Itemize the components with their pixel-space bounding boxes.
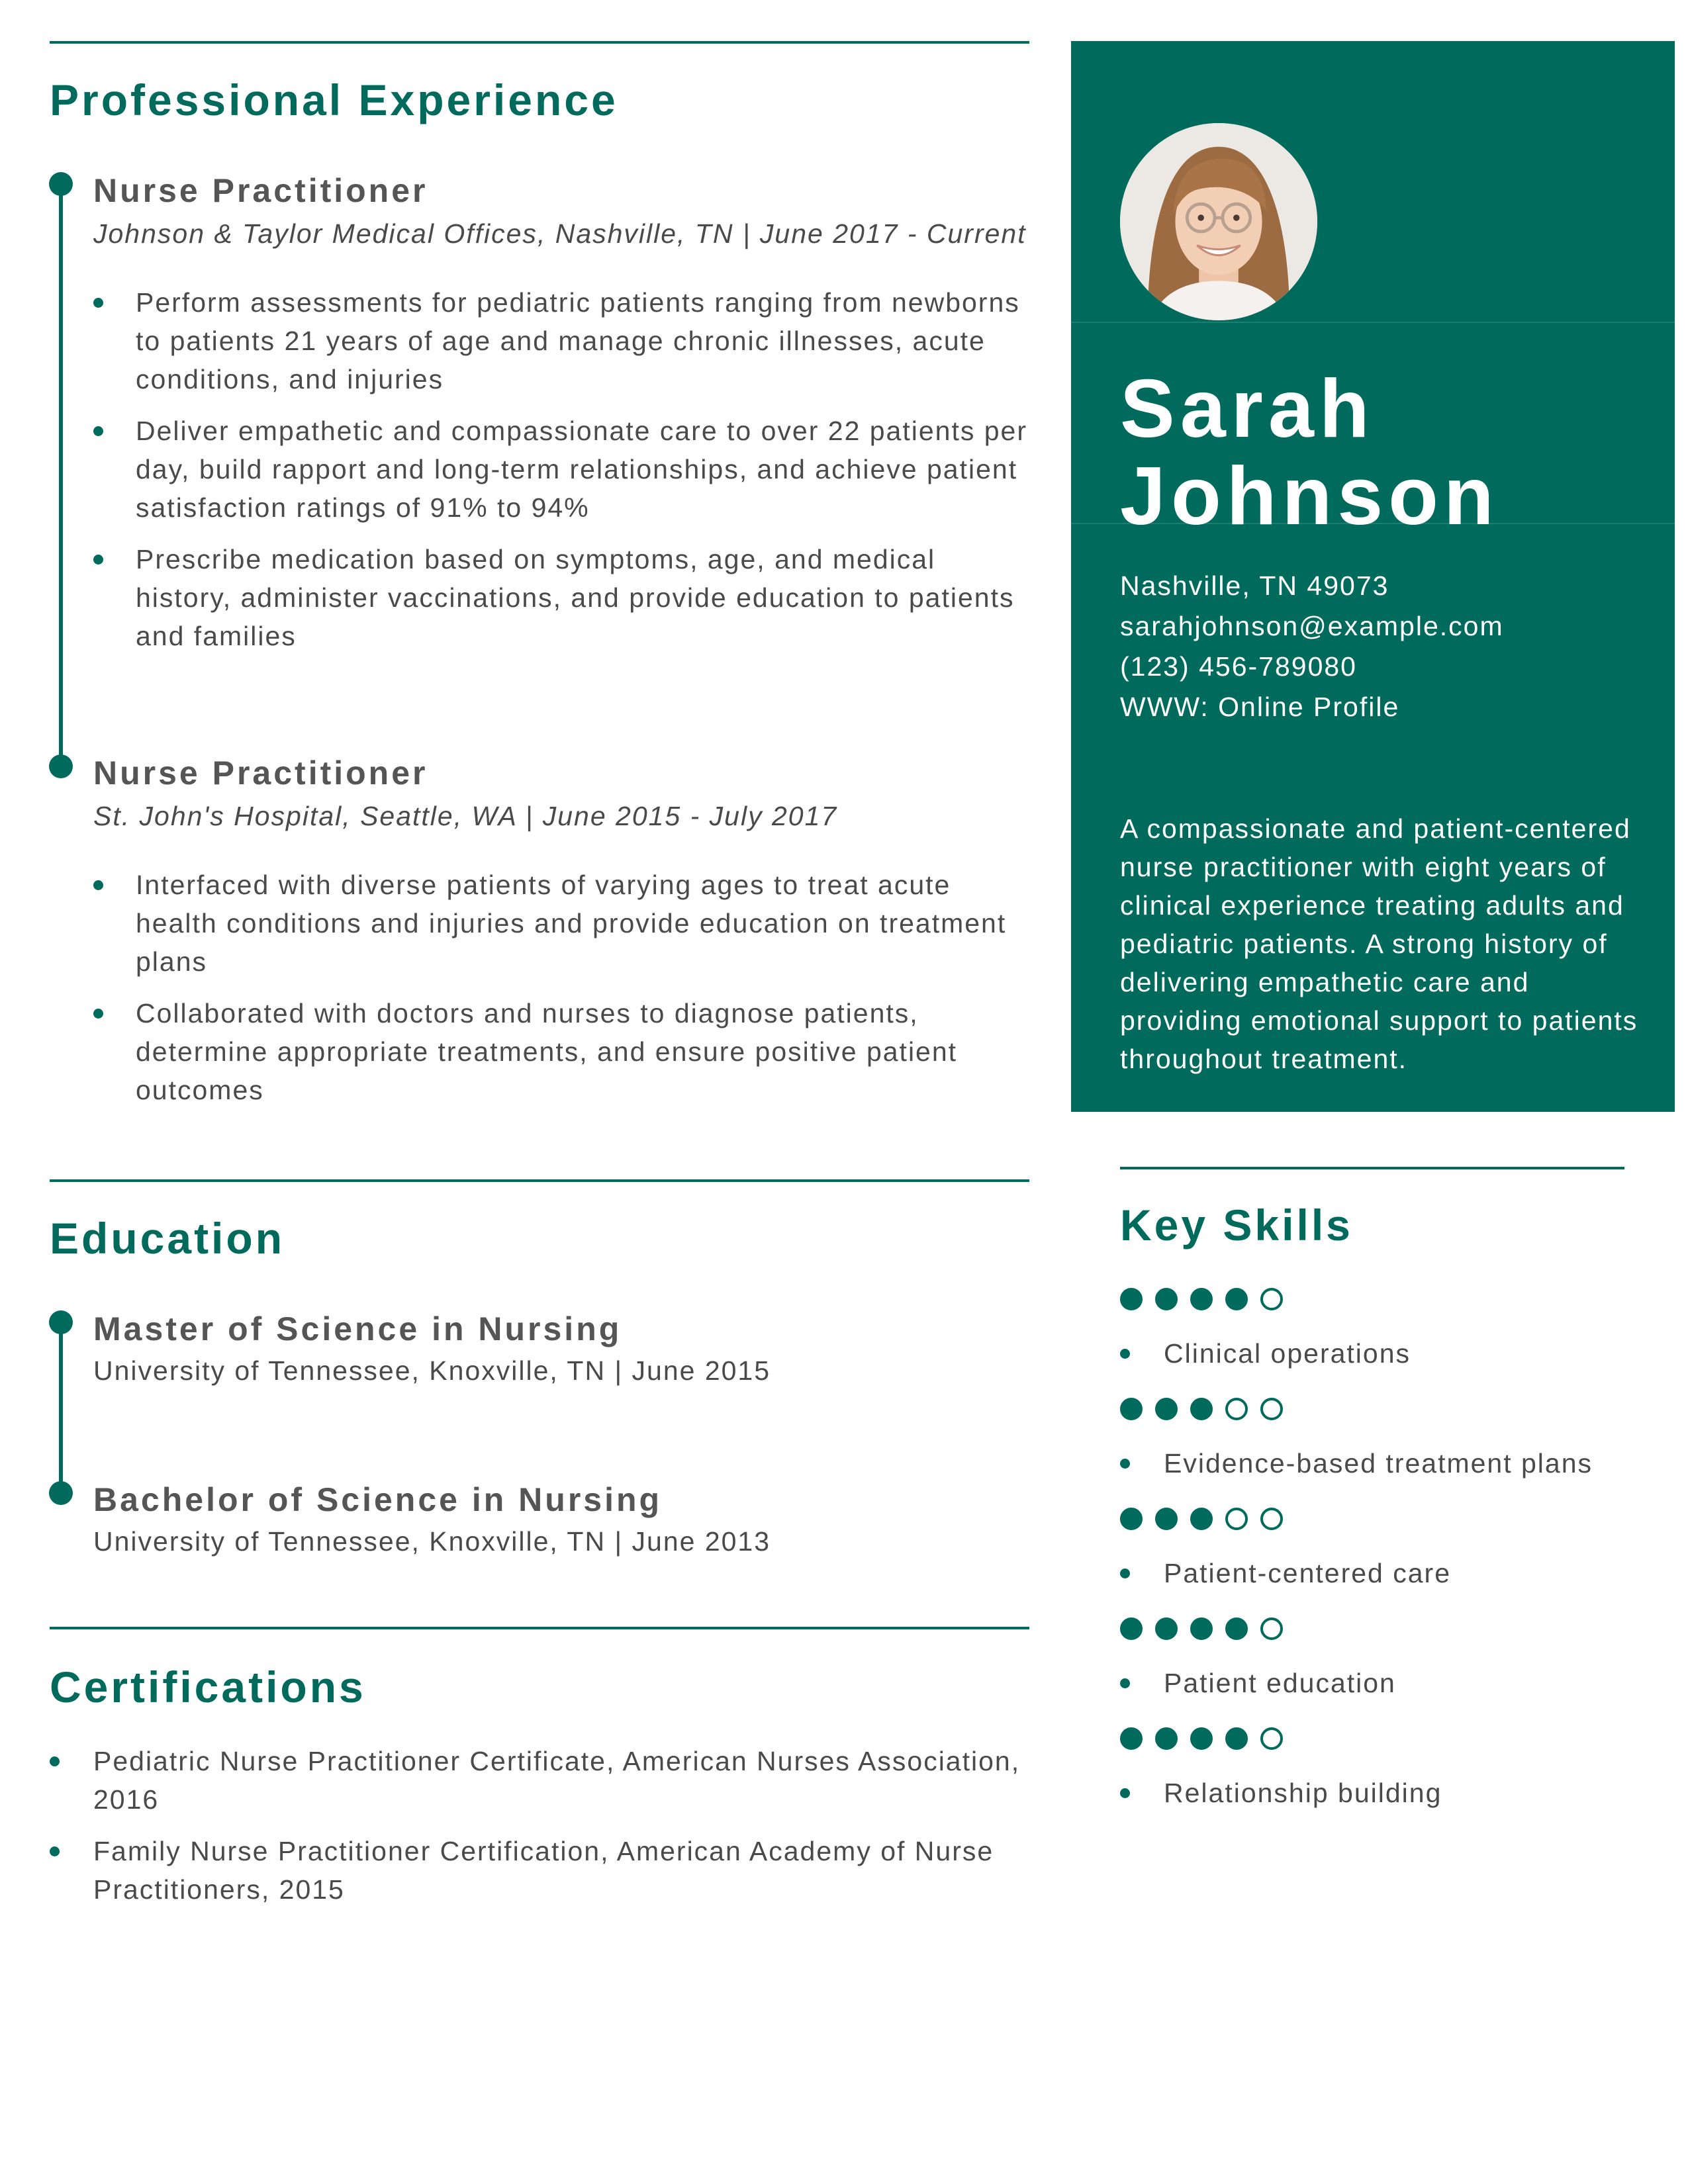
rating-dot-empty bbox=[1260, 1398, 1283, 1420]
skills-rule bbox=[1120, 1167, 1624, 1169]
education-date: | June 2015 bbox=[606, 1355, 771, 1386]
timeline-dot bbox=[49, 1310, 73, 1334]
contact-address: Nashville, TN 49073 bbox=[1120, 570, 1389, 601]
rating-dot-filled bbox=[1190, 1398, 1213, 1420]
rating-dot-empty bbox=[1260, 1727, 1283, 1750]
experience-heading: Professional Experience bbox=[50, 75, 618, 124]
rating-dot-filled bbox=[1190, 1727, 1213, 1750]
rating-dot-filled bbox=[1155, 1398, 1178, 1420]
job-bullet: Prescribe medication based on symptoms, age, and medical history, administer vaccinations, and provide education to patients and families bbox=[93, 540, 1033, 655]
contact-info bbox=[1120, 566, 1504, 727]
rating-dot-filled bbox=[1155, 1508, 1178, 1530]
job-meta bbox=[93, 214, 1033, 253]
experience-rule bbox=[50, 41, 1029, 44]
profile-photo bbox=[1120, 123, 1317, 320]
education-school bbox=[93, 1522, 1033, 1561]
rating-dot-empty bbox=[1260, 1617, 1283, 1640]
job-employer: St. John's Hospital bbox=[93, 801, 343, 831]
timeline-dot bbox=[49, 172, 73, 196]
candidate-first-name: Sarah bbox=[1120, 363, 1375, 455]
certifications-heading: Certifications bbox=[50, 1662, 366, 1711]
rating-dot-filled bbox=[1120, 1727, 1143, 1750]
sidebar-divider bbox=[1071, 322, 1675, 323]
certifications-rule bbox=[50, 1627, 1029, 1629]
job-bullets bbox=[93, 283, 1033, 655]
rating-dot-filled bbox=[1190, 1617, 1213, 1640]
job-bullet: Deliver empathetic and compassionate care to over 22 patients per day, build rapport and long-term relationships, and achieve patient satisfaction ratings of 91% to 94% bbox=[93, 412, 1033, 527]
job-employer: Johnson & Taylor Medical Offices bbox=[93, 218, 538, 249]
education-rule bbox=[50, 1179, 1029, 1182]
website-link[interactable]: Online Profile bbox=[1218, 692, 1400, 722]
job-title: Nurse Practitioner bbox=[93, 172, 428, 209]
skill-rating bbox=[1120, 1398, 1663, 1420]
skill-item bbox=[1120, 1508, 1663, 1617]
sidebar-divider bbox=[1071, 523, 1675, 524]
education-school bbox=[93, 1351, 1033, 1390]
timeline-dot bbox=[49, 754, 73, 778]
education-entry bbox=[93, 1480, 1033, 1561]
skill-rating bbox=[1120, 1727, 1663, 1750]
timeline-dot bbox=[49, 1481, 73, 1505]
education-heading: Education bbox=[50, 1214, 285, 1263]
skill-item bbox=[1120, 1288, 1663, 1398]
education-degree: Bachelor of Science in Nursing bbox=[93, 1481, 663, 1518]
rating-dot-empty bbox=[1225, 1398, 1248, 1420]
job-dates: | June 2015 - July 2017 bbox=[516, 801, 838, 831]
rating-dot-empty bbox=[1225, 1508, 1248, 1530]
job-location: , Seattle, WA bbox=[342, 801, 517, 831]
rating-dot-filled bbox=[1120, 1398, 1143, 1420]
contact-website bbox=[1120, 687, 1504, 727]
skills-list bbox=[1120, 1288, 1663, 1837]
job-title: Nurse Practitioner bbox=[93, 754, 428, 792]
job-bullets bbox=[93, 866, 1033, 1109]
skill-rating bbox=[1120, 1288, 1663, 1310]
skill-label: Clinical operations bbox=[1120, 1334, 1663, 1373]
skill-item bbox=[1120, 1617, 1663, 1727]
rating-dot-filled bbox=[1155, 1617, 1178, 1640]
rating-dot-filled bbox=[1190, 1508, 1213, 1530]
skill-label: Relationship building bbox=[1120, 1774, 1663, 1812]
skill-item bbox=[1120, 1727, 1663, 1837]
education-timeline bbox=[59, 1322, 63, 1494]
rating-dot-filled bbox=[1120, 1617, 1143, 1640]
education-entry bbox=[93, 1309, 1033, 1390]
skill-label: Patient-centered care bbox=[1120, 1554, 1663, 1592]
candidate-last-name: Johnson bbox=[1120, 451, 1499, 542]
profile-sidebar bbox=[1071, 41, 1675, 1112]
experience-timeline bbox=[59, 184, 63, 766]
education-date: | June 2013 bbox=[606, 1526, 771, 1557]
contact-email[interactable]: sarahjohnson@example.com bbox=[1120, 611, 1504, 641]
skill-item bbox=[1120, 1398, 1663, 1508]
rating-dot-filled bbox=[1225, 1727, 1248, 1750]
skill-label: Patient education bbox=[1120, 1664, 1663, 1702]
rating-dot-filled bbox=[1225, 1288, 1248, 1310]
job-bullet: Interfaced with diverse patients of varying ages to treat acute health conditions and injuries and provide education on treatment plans bbox=[93, 866, 1033, 981]
education-institution: University of Tennessee, Knoxville, TN bbox=[93, 1355, 606, 1386]
rating-dot-empty bbox=[1260, 1508, 1283, 1530]
job-entry bbox=[93, 753, 1033, 1122]
contact-phone: (123) 456-789080 bbox=[1120, 651, 1357, 682]
skills-heading: Key Skills bbox=[1120, 1201, 1353, 1250]
rating-dot-empty bbox=[1260, 1288, 1283, 1310]
rating-dot-filled bbox=[1120, 1508, 1143, 1530]
education-degree: Master of Science in Nursing bbox=[93, 1310, 622, 1347]
rating-dot-filled bbox=[1190, 1288, 1213, 1310]
certification-item: Family Nurse Practitioner Certification, American Academy of Nurse Practitioners, 2015 bbox=[50, 1832, 1036, 1909]
skill-label: Evidence-based treatment plans bbox=[1120, 1444, 1663, 1482]
rating-dot-filled bbox=[1155, 1288, 1178, 1310]
rating-dot-filled bbox=[1120, 1288, 1143, 1310]
education-institution: University of Tennessee, Knoxville, TN bbox=[93, 1526, 606, 1557]
rating-dot-filled bbox=[1155, 1727, 1178, 1750]
certification-item: Pediatric Nurse Practitioner Certificate, American Nurses Association, 2016 bbox=[50, 1742, 1036, 1819]
profile-summary: A compassionate and patient-centered nurse practitioner with eight years of clinical experience treating adults and pediatric patients. A strong history of delivering empathetic care and providing emotional support to patients throughout treatment. bbox=[1120, 813, 1638, 1074]
certifications-list bbox=[50, 1742, 1036, 1922]
skill-rating bbox=[1120, 1508, 1663, 1530]
candidate-name bbox=[1120, 365, 1499, 540]
website-prefix: WWW: bbox=[1120, 692, 1219, 722]
job-bullet: Perform assessments for pediatric patients ranging from newborns to patients 21 years of age and manage chronic illnesses, acute conditions, and injuries bbox=[93, 283, 1033, 398]
rating-dot-filled bbox=[1225, 1617, 1248, 1640]
job-meta bbox=[93, 797, 1033, 835]
profile-photo-illustration bbox=[1120, 123, 1317, 320]
job-dates: | June 2017 - Current bbox=[733, 218, 1027, 249]
job-entry bbox=[93, 171, 1033, 668]
job-bullet: Collaborated with doctors and nurses to diagnose patients, determine appropriate treatments, and ensure positive patient outcomes bbox=[93, 994, 1033, 1109]
job-location: , Nashville, TN bbox=[537, 218, 734, 249]
skill-rating bbox=[1120, 1617, 1663, 1640]
